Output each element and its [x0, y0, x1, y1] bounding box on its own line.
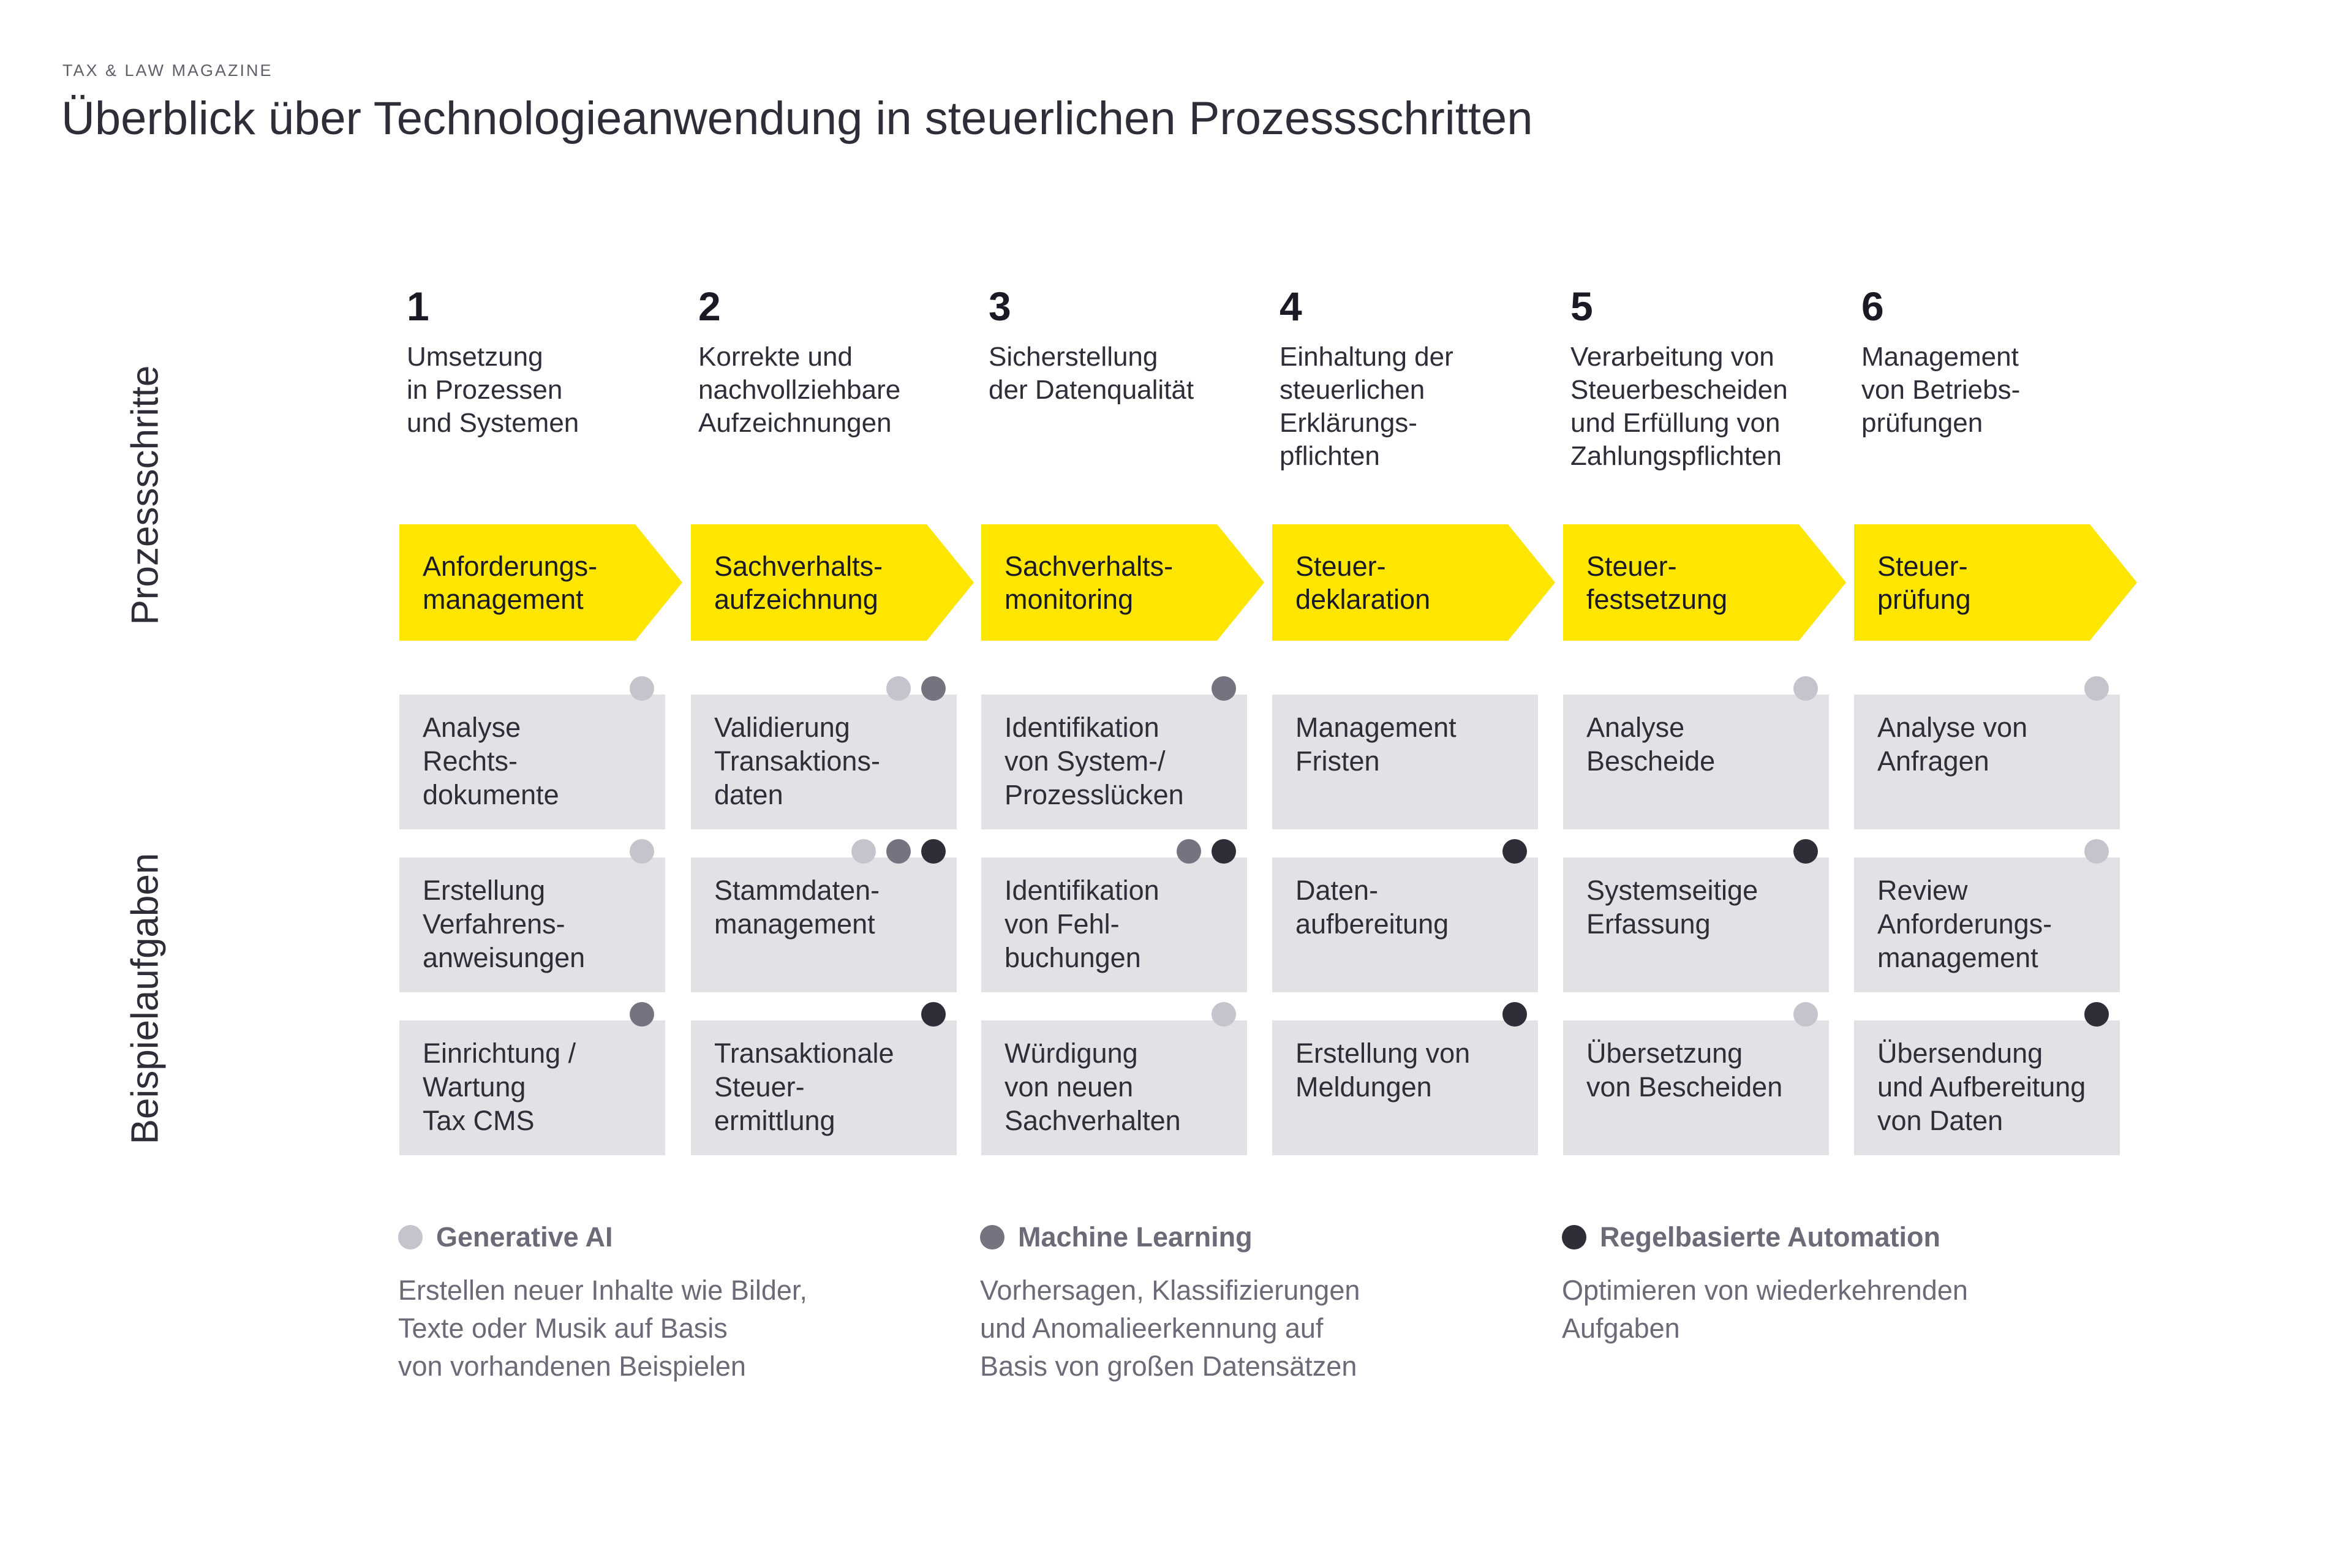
generative-ai-dot-icon [398, 1225, 423, 1250]
generative-ai-dot-icon [1793, 1002, 1818, 1027]
task-label: Transaktionale Steuer- ermittlung [714, 1038, 894, 1136]
technology-dots [630, 839, 654, 864]
example-task [691, 858, 957, 992]
legend-title: Regelbasierte Automation [1600, 1221, 1940, 1253]
generative-ai-dot-icon [630, 676, 654, 701]
generative-ai-dot-icon [886, 676, 911, 701]
technology-dots [2084, 839, 2109, 864]
side-label-process: Prozessschritte [124, 365, 167, 625]
example-task [1272, 858, 1538, 992]
task-label: Identifikation von Fehl- buchungen [1005, 875, 1159, 973]
example-task [399, 1020, 665, 1155]
rule-based-dot-icon [1502, 839, 1527, 864]
task-label: Würdigung von neuen Sachverhalten [1005, 1038, 1181, 1136]
technology-dots [886, 676, 946, 701]
arrow-label: Anforderungs- management [423, 551, 598, 615]
step-description: Umsetzung in Prozessen und Systemen [407, 342, 579, 438]
process-arrow [399, 524, 682, 641]
example-task [1563, 1020, 1829, 1155]
task-label: Übersetzung von Bescheiden [1586, 1038, 1783, 1102]
example-task [691, 695, 957, 829]
task-label: Analyse Rechts- dokumente [423, 712, 559, 810]
side-label-examples: Beispielaufgaben [124, 853, 167, 1145]
legend-description: Erstellen neuer Inhalte wie Bilder, Texte oder Musik auf Basis von vorhandenen Beispielen [398, 1275, 807, 1382]
arrow-label: Steuer- prüfung [1877, 551, 1971, 615]
arrow-label: Sachverhalts- aufzeichnung [714, 551, 883, 615]
example-task [981, 1020, 1247, 1155]
task-label: Systemseitige Erfassung [1586, 875, 1758, 940]
machine-learning-dot-icon [980, 1225, 1005, 1250]
machine-learning-dot-icon [1212, 676, 1236, 701]
legend-title: Machine Learning [1018, 1221, 1253, 1253]
generative-ai-dot-icon [851, 839, 876, 864]
task-label: Identifikation von System-/ Prozesslücken [1005, 712, 1184, 810]
rule-based-dot-icon [1212, 839, 1236, 864]
magazine-kicker: TAX & LAW MAGAZINE [62, 61, 273, 80]
legend-item-generative-ai [398, 1220, 900, 1385]
step-number: 1 [407, 284, 429, 329]
technology-dots [630, 676, 654, 701]
step-number: 2 [698, 284, 721, 329]
process-arrow [691, 524, 974, 641]
step-description: Einhaltung der steuerlichen Erklärungs- pflichten [1280, 342, 1453, 471]
example-task [399, 695, 665, 829]
machine-learning-dot-icon [921, 676, 946, 701]
example-task [1272, 695, 1538, 829]
example-task [981, 695, 1247, 829]
generative-ai-dot-icon [630, 839, 654, 864]
arrow-label: Steuer- festsetzung [1586, 551, 1728, 615]
technology-dots [2084, 1002, 2109, 1027]
technology-dots [1502, 1002, 1527, 1027]
technology-dots [1212, 676, 1236, 701]
technology-dots [1793, 676, 1818, 701]
technology-dots [1793, 1002, 1818, 1027]
task-label: Einrichtung / Wartung Tax CMS [423, 1038, 576, 1136]
legend-title: Generative AI [436, 1221, 613, 1253]
process-arrow [1272, 524, 1555, 641]
technology-dots [921, 1002, 946, 1027]
step-number: 4 [1280, 284, 1302, 329]
rule-based-dot-icon [921, 1002, 946, 1027]
rule-based-dot-icon [1793, 839, 1818, 864]
technology-dots [2084, 676, 2109, 701]
example-task [691, 1020, 957, 1155]
step-number: 3 [989, 284, 1011, 329]
task-label: Erstellung Verfahrens- anweisungen [423, 875, 586, 973]
legend-description: Vorhersagen, Klassifizierungen und Anomalieerkennung auf Basis von großen Datensätzen [980, 1275, 1360, 1382]
step-description: Korrekte und nachvollziehbare Aufzeichnungen [698, 342, 901, 438]
technology-dots [851, 839, 946, 864]
machine-learning-dot-icon [886, 839, 911, 864]
example-task [1854, 1020, 2120, 1155]
task-label: Analyse Bescheide [1586, 712, 1716, 777]
technology-dots [1177, 839, 1236, 864]
task-label: Erstellung von Meldungen [1295, 1038, 1471, 1102]
example-task [399, 858, 665, 992]
task-label: Daten- aufbereitung [1295, 875, 1449, 940]
technology-dots [1502, 839, 1527, 864]
example-task [1563, 695, 1829, 829]
example-task [981, 858, 1247, 992]
generative-ai-dot-icon [2084, 676, 2109, 701]
step-number: 5 [1570, 284, 1593, 329]
rule-based-dot-icon [2084, 1002, 2109, 1027]
step-description: Sicherstellung der Datenqualität [989, 342, 1194, 405]
example-task [1854, 695, 2120, 829]
process-arrow [981, 524, 1264, 641]
technology-dots [630, 1002, 654, 1027]
legend-description: Optimieren von wiederkehrenden Aufgaben [1562, 1275, 1968, 1344]
rule-based-dot-icon [921, 839, 946, 864]
task-label: Management Fristen [1295, 712, 1457, 777]
generative-ai-dot-icon [1793, 676, 1818, 701]
example-task [1563, 858, 1829, 992]
example-task [1854, 858, 2120, 992]
task-label: Review Anforderungs- management [1877, 875, 2052, 973]
generative-ai-dot-icon [1212, 1002, 1236, 1027]
rule-based-dot-icon [1562, 1225, 1586, 1250]
arrow-label: Steuer- deklaration [1295, 551, 1431, 615]
step-description: Verarbeitung von Steuerbescheiden und Erfüllung von Zahlungspflichten [1570, 342, 1788, 471]
arrow-label: Sachverhalts- monitoring [1005, 551, 1174, 615]
task-label: Übersendung und Aufbereitung von Daten [1877, 1038, 2086, 1136]
task-label: Analyse von Anfragen [1877, 712, 2028, 777]
machine-learning-dot-icon [630, 1002, 654, 1027]
process-arrow [1563, 524, 1846, 641]
generative-ai-dot-icon [2084, 839, 2109, 864]
rule-based-dot-icon [1502, 1002, 1527, 1027]
task-label: Stammdaten- management [714, 875, 880, 940]
page-title: Überblick über Technologieanwendung in steuerlichen Prozessschritten [61, 92, 1533, 145]
technology-dots [1212, 1002, 1236, 1027]
legend-item-rule-based [1562, 1220, 2064, 1348]
step-description: Management von Betriebs- prüfungen [1861, 342, 2021, 438]
technology-dots [1793, 839, 1818, 864]
example-task [1272, 1020, 1538, 1155]
step-number: 6 [1861, 284, 1884, 329]
machine-learning-dot-icon [1177, 839, 1201, 864]
legend-item-machine-learning [980, 1220, 1482, 1385]
process-arrow [1854, 524, 2137, 641]
task-label: Validierung Transaktions- daten [714, 712, 880, 810]
